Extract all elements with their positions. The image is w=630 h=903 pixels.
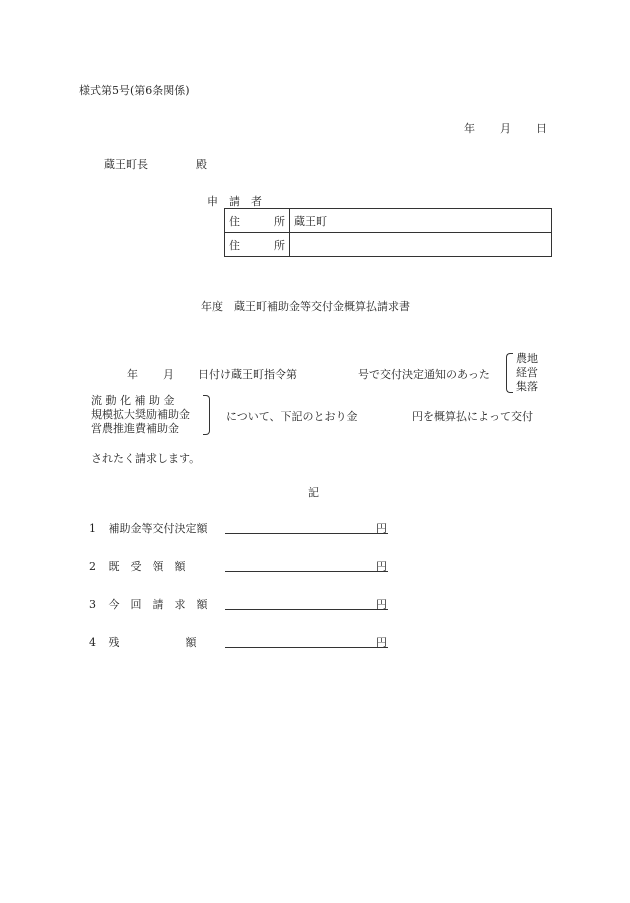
label-part-a: 住 <box>229 238 240 252</box>
addressee-honorific: 殿 <box>196 158 207 171</box>
label-part-b: 所 <box>274 238 285 252</box>
option-scale-expansion-subsidy: 規模拡大奨励補助金 <box>91 408 190 421</box>
label-part-b: 所 <box>274 214 285 228</box>
option-farmland: 農地 <box>516 352 538 365</box>
item-label: 残 額 <box>108 636 197 649</box>
body-month: 月 <box>163 368 174 381</box>
document-title: 年度 蔵王町補助金等交付金概算払請求書 <box>201 300 410 313</box>
option-management: 経営 <box>516 366 538 379</box>
item-unit: 円 <box>376 598 387 611</box>
amount-line[interactable] <box>225 609 388 610</box>
option-farming-promotion-subsidy: 営農推進費補助金 <box>91 422 179 435</box>
amount-line[interactable] <box>225 647 388 648</box>
item-3 <box>89 596 208 612</box>
body-text-5: されたく請求します。 <box>91 452 201 465</box>
applicant-address-value-2[interactable] <box>290 233 552 257</box>
item-unit: 円 <box>376 560 387 573</box>
applicant-heading: 申 請 者 <box>207 195 262 208</box>
ki-mark: 記 <box>308 486 319 499</box>
applicant-table <box>224 208 552 257</box>
applicant-label <box>225 233 290 257</box>
left-bracket <box>203 395 210 435</box>
body-text-4: 円を概算払によって交付 <box>412 410 533 423</box>
body-text-2: 号で交付決定通知のあった <box>358 368 490 381</box>
item-label: 補助金等交付決定額 <box>108 522 208 535</box>
right-options <box>516 352 538 394</box>
label-part-a: 住 <box>229 214 240 228</box>
date-day: 日 <box>536 122 547 135</box>
form-number: 様式第5号(第6条関係) <box>79 84 190 97</box>
applicant-address-value[interactable]: 蔵王町 <box>290 209 552 233</box>
item-number: 1 <box>89 522 96 535</box>
body-text-1: 日付け蔵王町指令第 <box>198 368 297 381</box>
date-year: 年 <box>464 122 475 135</box>
addressee-name: 蔵王町長 <box>104 158 148 171</box>
item-label: 既 受 領 額 <box>108 560 186 573</box>
body-text-3: について、下記のとおり金 <box>226 410 358 423</box>
applicant-label <box>225 209 290 233</box>
applicant-row <box>225 233 552 257</box>
item-label: 今 回 請 求 額 <box>108 598 208 611</box>
item-2 <box>89 558 186 574</box>
item-number: 4 <box>89 636 96 649</box>
amount-line[interactable] <box>225 571 388 572</box>
left-options <box>91 394 190 436</box>
item-4 <box>89 634 197 650</box>
item-number: 2 <box>89 560 96 573</box>
item-1 <box>89 520 208 536</box>
item-unit: 円 <box>376 636 387 649</box>
applicant-row <box>225 209 552 233</box>
item-number: 3 <box>89 598 96 611</box>
item-unit: 円 <box>376 522 387 535</box>
amount-line[interactable] <box>225 533 388 534</box>
date-month: 月 <box>500 122 511 135</box>
body-year: 年 <box>127 368 138 381</box>
right-bracket <box>506 353 513 393</box>
option-community: 集落 <box>516 380 538 393</box>
option-liquidity-subsidy: 流 動 化 補 助 金 <box>91 394 175 407</box>
